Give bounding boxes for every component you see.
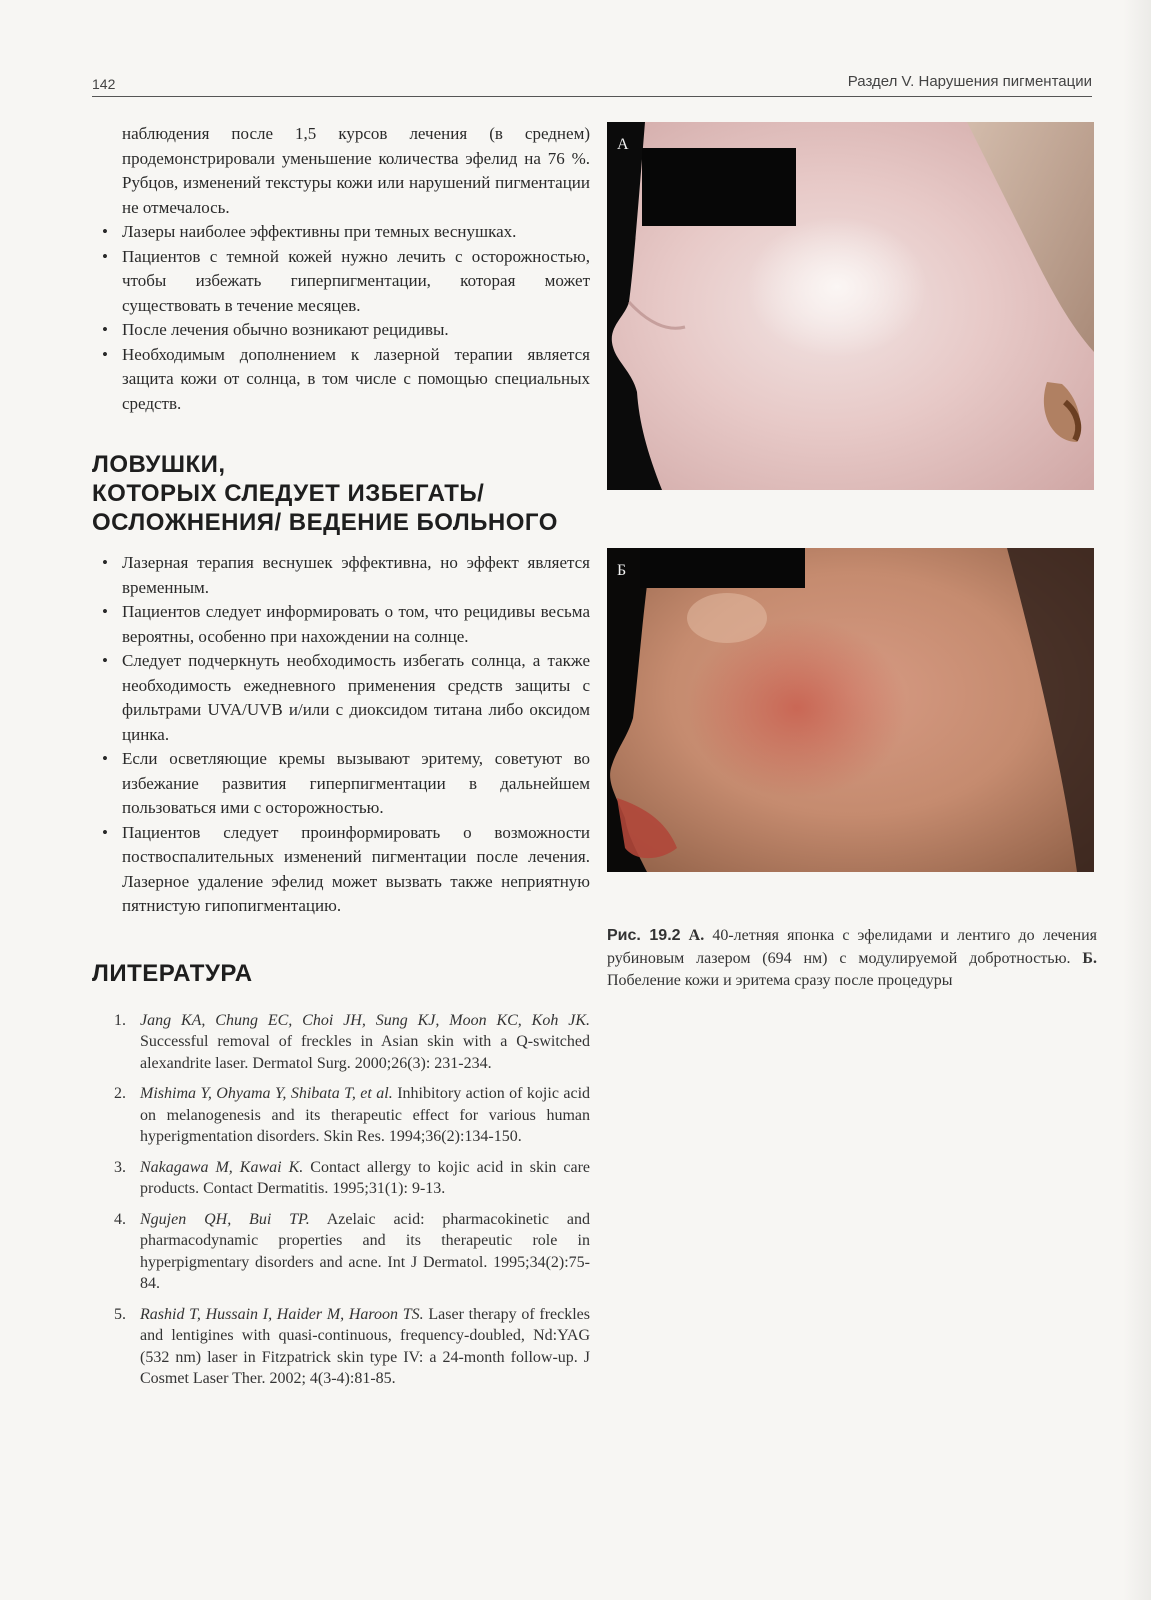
redaction-bar: [642, 148, 796, 226]
list-item: [92, 821, 590, 919]
pitfalls-bullet-list: [92, 551, 590, 919]
bullet-mark: •: [102, 246, 108, 266]
reference-text: Laser therapy of freckles and lentigines with quasi-continuous, frequency-doubled, Nd:YAG (532 nm) laser in Fitzpatrick skin type IV: a 24-month follow-up. J Cosmet Laser Ther. 2002; 4(3-4):81-85.: [140, 1305, 590, 1387]
reference-item: [92, 1157, 590, 1200]
figure-photo-a: [607, 122, 1094, 490]
list-item-text: После лечения обычно возникают рецидивы.: [122, 320, 449, 339]
list-item-text: Пациентов следует проинформировать о возможности поствоспалительных изменений пигментации после лечения. Лазерное удаление эфелид может вызвать также неприятную пятнистую гипопигментацию.: [122, 822, 590, 915]
list-item-text: Пациентов с темной кожей нужно лечить с осторожностью, чтобы избежать гиперпигментации, которая может существовать в течение месяцев.: [122, 246, 590, 315]
top-bullet-list: [92, 220, 590, 416]
bullet-mark: •: [102, 222, 108, 241]
reference-authors: Rashid T, Hussain I, Haider M, Haroon TS.: [140, 1305, 424, 1323]
reference-number: 2.: [114, 1085, 126, 1102]
bullet-mark: •: [102, 822, 108, 842]
redaction-bar: [640, 548, 805, 588]
caption-text-a: 40-летняя японка с эфелидами и лентиго до лечения рубиновым лазером (694 нм) с модулируемой добротностью.: [607, 927, 1098, 967]
references-heading: ЛИТЕРАТУРА: [92, 959, 253, 987]
reference-text: Inhibitory action of kojic acid on melanogenesis and its therapeutic effect for various human hyperigmentation disorders. Skin Res. 1994;36(2):134-150.: [140, 1085, 591, 1145]
list-item: [92, 318, 590, 343]
caption-marker-b: Б.: [1082, 949, 1097, 967]
list-item-text: Если осветляющие кремы вызывают эритему, советуют во избежание развития гиперпигментации в дальнейшем пользоваться ими с осторожностью.: [122, 749, 590, 817]
reference-item: [92, 1010, 590, 1075]
figure-caption: [607, 925, 1097, 993]
list-item-text: Необходимым дополнением к лазерной терапии является защита кожи от солнца, в том числе с помощью специальных средств.: [122, 344, 590, 413]
list-item: [92, 551, 590, 600]
bullet-mark: •: [102, 602, 108, 621]
list-item: [92, 600, 590, 649]
reference-text: Azelaic acid: pharmacokinetic and pharmacodynamic properties and its therapeutic role in hyperpigmentary disorders and acne. Int J Dermatol. 1995;34(2):75-84.: [140, 1210, 590, 1292]
bullet-mark: •: [102, 320, 108, 339]
list-item-text: Пациентов следует информировать о том, что рецидивы весьма вероятны, особенно при нахождении на солнце.: [122, 602, 590, 646]
caption-marker-a: А.: [688, 927, 705, 944]
list-item: [92, 220, 590, 245]
reference-authors: Mishima Y, Ohyama Y, Shibata T, et al.: [140, 1085, 393, 1102]
list-item-text: Лазеры наиболее эффективны при темных веснушках.: [122, 222, 517, 241]
bullet-mark: •: [102, 553, 108, 572]
bullet-mark: •: [102, 651, 108, 670]
reference-text: Contact allergy to kojic acid in skin care products. Contact Dermatitis. 1995;31(1): 9-13.: [140, 1158, 591, 1197]
header-rule: [92, 96, 1092, 97]
figure-photo-b: [607, 548, 1094, 872]
caption-text-b: Побеление кожи и эритема сразу после процедуры: [607, 972, 953, 989]
reference-authors: Ngujen QH, Bui TP.: [140, 1210, 310, 1228]
reference-number: 1.: [114, 1011, 126, 1029]
list-item: [92, 747, 590, 821]
reference-item: [92, 1209, 590, 1295]
reference-item: [92, 1083, 590, 1148]
list-item-text: Следует подчеркнуть необходимость избегать солнца, а также необходимость ежедневного применения средств защиты с фильтрами UVA/UVB и/или с диоксидом титана либо оксидом цинка.: [122, 651, 590, 744]
page-edge: [1123, 0, 1151, 1600]
reference-text: Successful removal of freckles in Asian skin with a Q-switched alexandrite laser. Dermatol Surg. 2000;26(3): 231-234.: [140, 1033, 590, 1072]
heading-line: КОТОРЫХ СЛЕДУЕТ ИЗБЕГАТЬ/: [92, 480, 485, 507]
list-item-text: Лазерная терапия веснушек эффективна, но эффект является временным.: [122, 553, 590, 597]
heading-line: ЛОВУШКИ,: [92, 451, 226, 478]
left-column: [92, 122, 590, 1399]
reference-item: [92, 1304, 590, 1390]
figure-label-b: Б: [617, 562, 627, 579]
pitfalls-heading: [92, 450, 590, 537]
reference-number: 4.: [114, 1210, 126, 1228]
section-title: Раздел V. Нарушения пигментации: [847, 73, 1092, 90]
intro-paragraph: наблюдения после 1,5 курсов лечения (в среднем) продемонстрировали уменьшение количества эфелид на 76 %. Рубцов, изменений текстуры кожи или нарушений пигментации не отмечалось.: [122, 124, 590, 217]
face-photo-b: [607, 548, 1094, 872]
running-header: [92, 70, 1092, 98]
list-item: [92, 343, 590, 417]
bullet-mark: •: [102, 344, 108, 364]
reference-authors: Nakagawa M, Kawai K.: [140, 1158, 304, 1176]
bullet-mark: •: [102, 749, 108, 768]
reference-number: 3.: [114, 1158, 126, 1176]
list-item: [92, 649, 590, 747]
page-number: 142: [92, 76, 116, 92]
reference-authors: Jang KA, Chung EC, Choi JH, Sung KJ, Moon KC, Koh JK.: [140, 1011, 590, 1029]
references-list: [92, 1010, 590, 1390]
figure-label-a: А: [617, 136, 629, 153]
reference-number: 5.: [114, 1305, 126, 1323]
heading-line: ОСЛОЖНЕНИЯ/ ВЕДЕНИЕ БОЛЬНОГО: [92, 509, 558, 536]
figure-id: Рис. 19.2: [607, 927, 681, 944]
list-item: [92, 245, 590, 319]
